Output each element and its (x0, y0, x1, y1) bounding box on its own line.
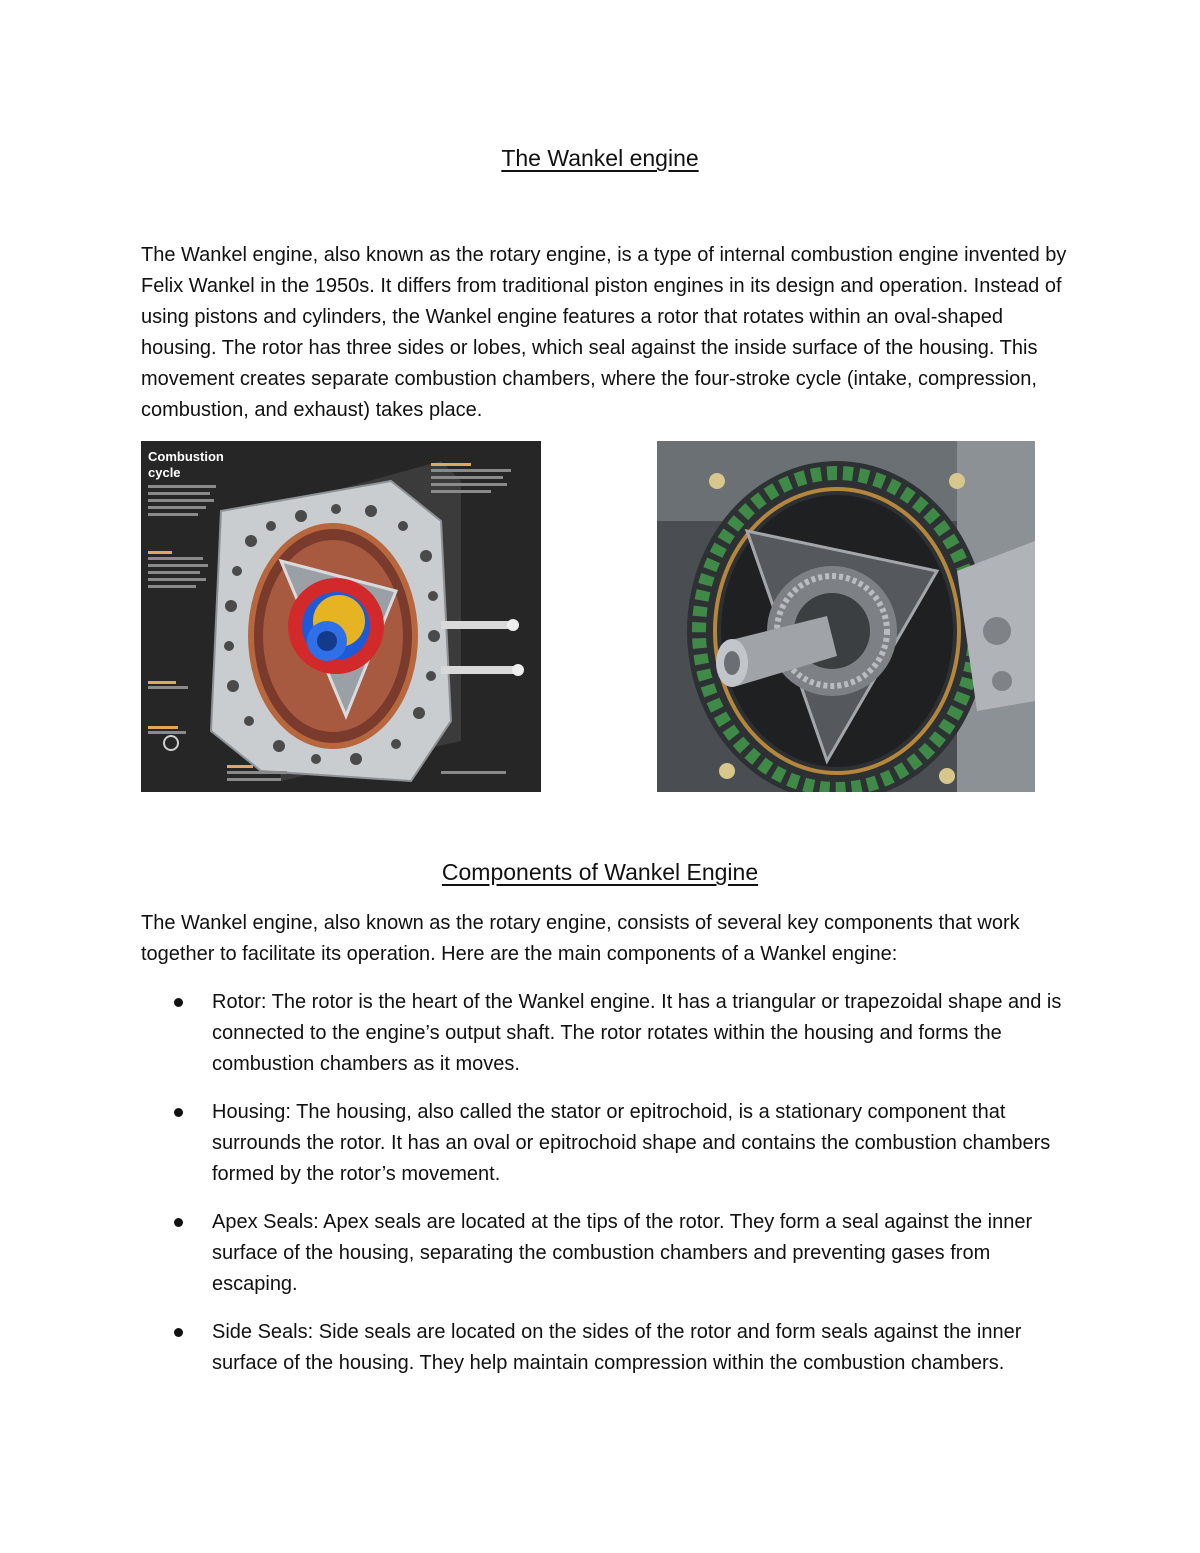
figure-caption-line2: cycle (148, 465, 181, 480)
components-list (141, 987, 1071, 1396)
list-item-text: Side Seals: Side seals are located on the sides of the rotor and form seals against the inner surface of the housing. They help maintain compression within the combustion chambers. (212, 1321, 1022, 1374)
bullet-icon (174, 998, 183, 1007)
rotary-engine-photo (657, 441, 1035, 792)
intro-paragraph: The Wankel engine, also known as the rotary engine, is a type of internal combustion engine invented by Felix Wankel in the 1950s. It differs from traditional piston engines in its design and operation. Instead of using pistons and cylinders, the Wankel engine features a rotor that rotates within an oval-shaped housing. The rotor has three sides or lobes, which seal against the inside surface of the housing. This movement creates separate combustion chambers, where the four-stroke cycle (intake, compression, combustion, and exhaust) takes place. (141, 244, 1067, 421)
engine-photo-drawing (657, 441, 1035, 792)
bullet-icon (174, 1328, 183, 1337)
bullet-icon (174, 1108, 183, 1117)
list-item-text: Rotor: The rotor is the heart of the Wankel engine. It has a triangular or trapezoidal shape and is connected to the engine’s output shaft. The rotor rotates within the housing and forms the combustion chambers as it moves. (212, 991, 1062, 1075)
section-title: Components of Wankel Engine (441, 859, 759, 885)
list-item (141, 1207, 1071, 1300)
combustion-cycle-illustration (141, 441, 541, 792)
list-item-text: Housing: The housing, also called the stator or epitrochoid, is a stationary component that surrounds the rotor. It has an oval or epitrochoid shape and contains the combustion chambers formed by the rotor’s movement. (212, 1101, 1051, 1185)
list-item (141, 987, 1071, 1080)
bullet-icon (174, 1218, 183, 1227)
list-item (141, 1097, 1071, 1190)
list-item (141, 1317, 1071, 1379)
combustion-cycle-drawing (141, 441, 541, 792)
page-title: The Wankel engine (501, 145, 699, 171)
section-intro-paragraph: The Wankel engine, also known as the rotary engine, consists of several key components that work together to facilitate its operation. Here are the main components of a Wankel engine: (141, 912, 1020, 965)
figure-caption-line1: Combustion (148, 449, 224, 464)
list-item-text: Apex Seals: Apex seals are located at the tips of the rotor. They form a seal against the inner surface of the housing, separating the combustion chambers and preventing gases from escaping. (212, 1211, 1033, 1295)
